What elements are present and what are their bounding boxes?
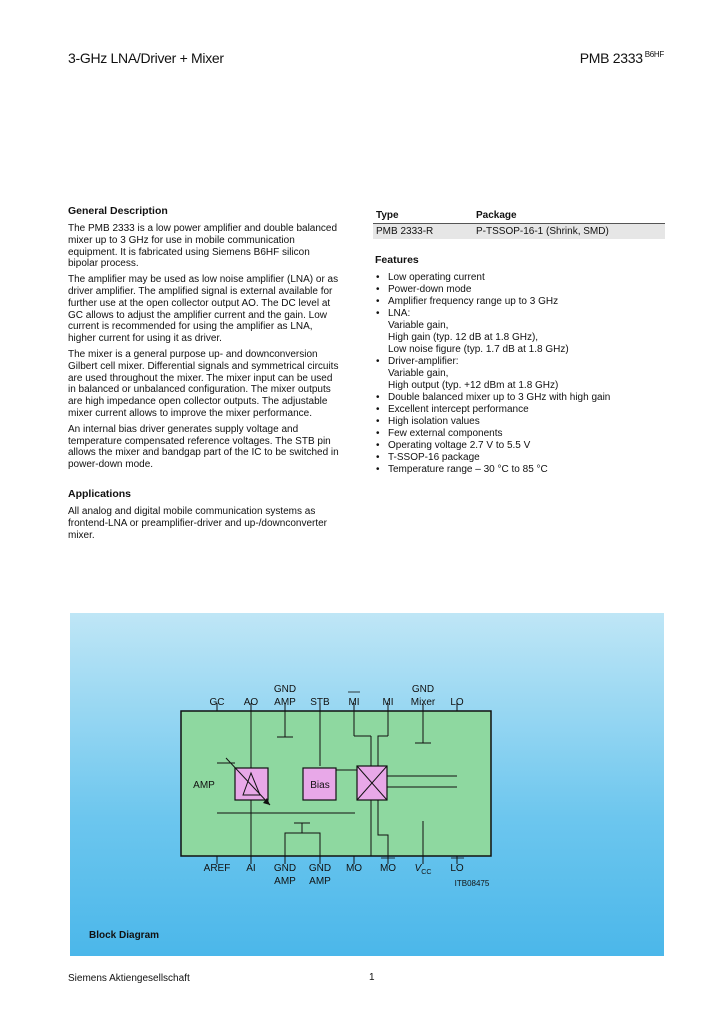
table-header-row	[373, 208, 665, 224]
text-line: GC allows to adjust the amplifier current and the gain. Low	[68, 309, 328, 321]
list-item	[374, 440, 666, 452]
feature-text: • Few external components	[388, 428, 503, 439]
table-cell-package: P-TSSOP-16-1 (Shrink, SMD)	[476, 226, 609, 237]
part-number-process: B6HF	[644, 50, 664, 59]
type-package-table	[373, 208, 665, 239]
general-description-paragraph	[68, 274, 360, 345]
general-description-paragraph	[68, 349, 360, 420]
pin-gnd-amp-2: GND	[308, 863, 332, 874]
pin-ai: AI	[246, 863, 256, 874]
applications-section	[68, 488, 360, 500]
text-line: allows the mixer and bandgap part of the IC to be switched in	[68, 447, 339, 459]
pin-ao: AO	[243, 697, 259, 708]
feature-text: • Power-down mode	[388, 284, 472, 295]
bias-label: Bias	[310, 780, 330, 791]
list-item	[374, 272, 666, 284]
applications-body	[68, 506, 360, 541]
pin-vcc	[415, 863, 432, 876]
feature-text: • Temperature range – 30 °C to 85 °C	[388, 464, 548, 475]
text-line: power-down mode.	[68, 459, 154, 471]
text-line: are used throughout the mixer. The mixer input can be used	[68, 372, 333, 384]
block-diagram-panel	[70, 613, 664, 956]
pin-gnd-amp-1: GND	[273, 863, 297, 874]
feature-text: • Operating voltage 2.7 V to 5.5 V	[388, 440, 531, 451]
pin-mo-bar: MO	[379, 863, 397, 874]
pin-vcc-main: V	[414, 863, 422, 874]
applications-heading: Applications	[68, 488, 132, 500]
list-item	[374, 308, 666, 356]
table-header-type: Type	[376, 210, 399, 221]
text-line: driver amplifier. The amplified signal is external available for	[68, 285, 333, 297]
general-description-paragraph	[68, 223, 360, 270]
feature-text: High output (typ. +12 dBm at 1.8 GHz)	[388, 380, 559, 391]
text-line: further use at the open collector output AO. The DC level at	[68, 297, 331, 309]
feature-text: • Amplifier frequency range up to 3 GHz	[388, 296, 559, 307]
pin-gnd-amp-top-2: AMP	[274, 697, 296, 708]
feature-text: • Low operating current	[388, 272, 485, 283]
amp-label: AMP	[193, 780, 215, 791]
table-cell-type: PMB 2333-R	[376, 226, 434, 237]
pin-stb: STB	[310, 697, 330, 708]
block-diagram	[70, 613, 664, 956]
footer-company: Siemens Aktiengesellschaft	[68, 973, 190, 984]
text-line: are high impedance open collector outputs. The adjustable	[68, 396, 328, 408]
general-description-section	[68, 205, 360, 217]
list-item	[374, 392, 666, 404]
feature-text: High gain (typ. 12 dB at 1.8 GHz),	[388, 332, 539, 343]
text-line: All analog and digital mobile communication systems as	[68, 506, 316, 517]
pin-lo-bar: LO	[450, 863, 464, 874]
applications-paragraph	[68, 506, 360, 541]
table-header-package: Package	[476, 210, 517, 221]
text-line: mixer up to 3 GHz for use in mobile communication	[68, 234, 295, 246]
text-line: higher current for using it as driver.	[68, 333, 222, 345]
feature-text: Variable gain,	[388, 368, 449, 379]
figure-code: ITB08475	[454, 879, 490, 888]
document-title: 3-GHz LNA/Driver + Mixer	[68, 50, 224, 66]
pin-aref: AREF	[203, 863, 231, 874]
pin-mi-bar: MI	[348, 697, 360, 708]
feature-text: • Driver-amplifier:	[388, 356, 459, 367]
pin-lo-top: LO	[450, 697, 464, 708]
part-number-main: PMB 2333	[579, 50, 643, 66]
text-line: temperature compensated reference voltages. The STB pin	[68, 435, 331, 447]
general-description-body	[68, 223, 360, 475]
features-heading: Features	[375, 254, 419, 266]
pin-gc: GC	[209, 697, 225, 708]
text-line: The mixer is a general purpose up- and downconversion	[68, 348, 318, 360]
text-line: An internal bias driver generates supply voltage and	[68, 423, 299, 435]
feature-text: • Excellent intercept performance	[388, 404, 529, 415]
list-item	[374, 296, 666, 308]
pin-gnd-amp-top: GND	[273, 684, 297, 695]
text-line: equipment. It is fabricated using Siemens B6HF silicon	[68, 246, 310, 258]
features-list-wrapper	[374, 272, 666, 476]
list-item	[374, 284, 666, 296]
list-item	[374, 452, 666, 464]
text-line: frontend-LNA or preamplifier-driver and up-/downconverter	[68, 517, 328, 529]
features-section	[375, 254, 419, 266]
pin-gnd-mixer: GND	[411, 684, 435, 695]
text-line: in balanced or unbalanced configuration. The mixer outputs	[68, 384, 331, 396]
text-line: bipolar process.	[68, 258, 139, 270]
text-line: Gilbert cell mixer. Differential signals and symmetrical circuits	[68, 360, 339, 372]
text-line: The amplifier may be used as low noise amplifier (LNA) or as	[68, 274, 339, 286]
pin-vcc-sub: CC	[421, 869, 432, 876]
general-description-heading: General Description	[68, 205, 168, 217]
pin-mi: MI	[382, 697, 394, 708]
feature-text: • High isolation values	[388, 416, 480, 427]
list-item	[374, 428, 666, 440]
list-item	[374, 464, 666, 476]
features-list	[374, 272, 666, 476]
list-item	[374, 416, 666, 428]
feature-text: Variable gain,	[388, 320, 449, 331]
pin-gnd-mixer-2: Mixer	[410, 697, 436, 708]
text-line: current is recommended for using the amplifier as LNA,	[68, 321, 313, 333]
list-item	[374, 356, 666, 392]
text-line: The PMB 2333 is a low power amplifier and double balanced	[68, 223, 338, 234]
feature-text: • LNA:	[388, 308, 411, 319]
list-item	[374, 404, 666, 416]
text-line: mixer.	[68, 529, 95, 541]
feature-text: Low noise figure (typ. 1.7 dB at 1.8 GHz)	[388, 344, 569, 355]
page-number: 1	[369, 972, 375, 983]
pin-gnd-amp-2-2: AMP	[309, 876, 331, 887]
part-number	[580, 50, 664, 66]
feature-text: • T-SSOP-16 package	[388, 452, 480, 463]
text-line: mixer current allows to improve the mixer performance.	[68, 407, 312, 419]
feature-text: • Double balanced mixer up to 3 GHz with high gain	[388, 392, 611, 403]
pin-gnd-amp-1-2: AMP	[274, 876, 296, 887]
table-row	[373, 224, 665, 239]
pin-mo: MO	[345, 863, 363, 874]
general-description-paragraph	[68, 424, 360, 471]
block-diagram-caption: Block Diagram	[89, 930, 160, 941]
